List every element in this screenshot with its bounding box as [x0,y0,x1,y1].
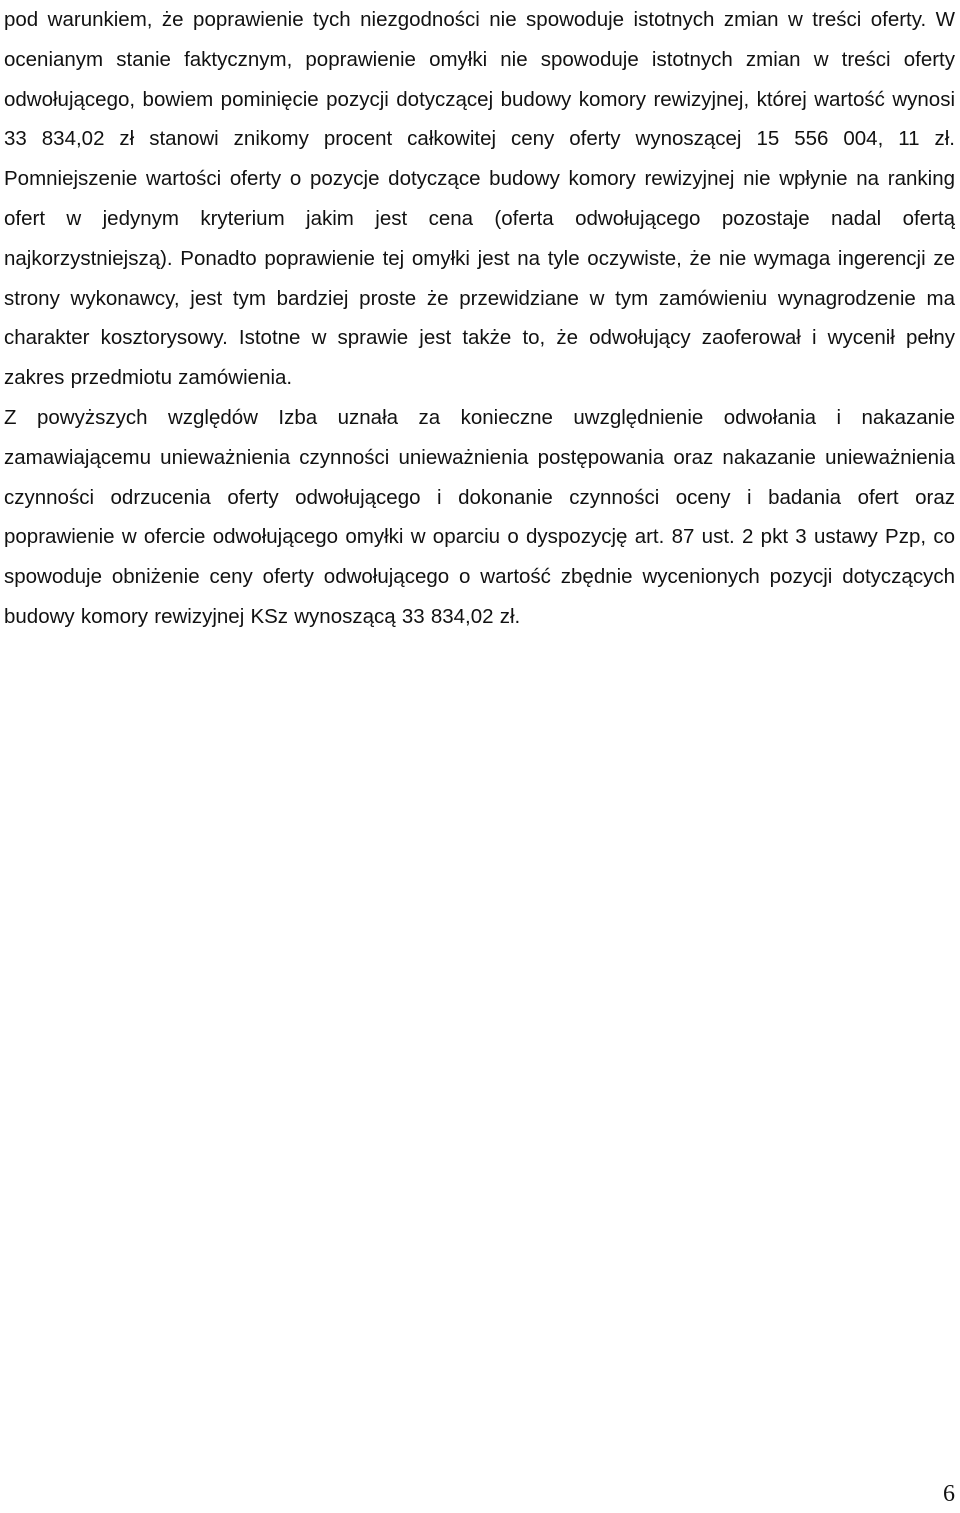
paragraph-2: Z powyższych względów Izba uznała za konieczne uwzględnienie odwołania i nakazanie zamawiającemu unieważnienia czynności unieważnienia postępowania oraz nakazanie unieważnienia czynności odrzucenia oferty odwołującego i dokonanie czynności oceny i badania ofert oraz poprawienie w ofercie odwołującego omyłki w oparciu o dyspozycję art. 87 ust. 2 pkt 3 ustawy Pzp, co spowoduje obniżenie ceny oferty odwołującego o wartość zbędnie wycenionych pozycji dotyczących budowy komory rewizyjnej KSz wynoszącą 33 834,02 zł. [4,405,955,628]
document-page [4,0,955,637]
page-number: 6 [943,1481,955,1507]
paragraph-1: pod warunkiem, że poprawienie tych niezgodności nie spowoduje istotnych zmian w treści oferty. W ocenianym stanie faktycznym, poprawienie omyłki nie spowoduje istotnych zmian w treści oferty odwołującego, bowiem pominięcie pozycji dotyczącej budowy komory rewizyjnej, której wartość wynosi 33 834,02 zł stanowi znikomy procent całkowitej ceny oferty wynoszącej 15 556 004, 11 zł. Pomniejszenie wartości oferty o pozycje dotyczące budowy komory rewizyjnej nie wpłynie na ranking ofert w jedynym kryterium jakim jest cena (oferta odwołującego pozostaje nadal ofertą najkorzystniejszą). Ponadto poprawienie tej omyłki jest na tyle oczywiste, że nie wymaga ingerencji ze strony wykonawcy, jest tym bardziej proste że przewidziane w tym zamówieniu wynagrodzenie ma charakter kosztorysowy. Istotne w sprawie jest także to, że odwołujący zaoferował i wycenił pełny zakres przedmiotu zamówienia. [4,8,955,390]
